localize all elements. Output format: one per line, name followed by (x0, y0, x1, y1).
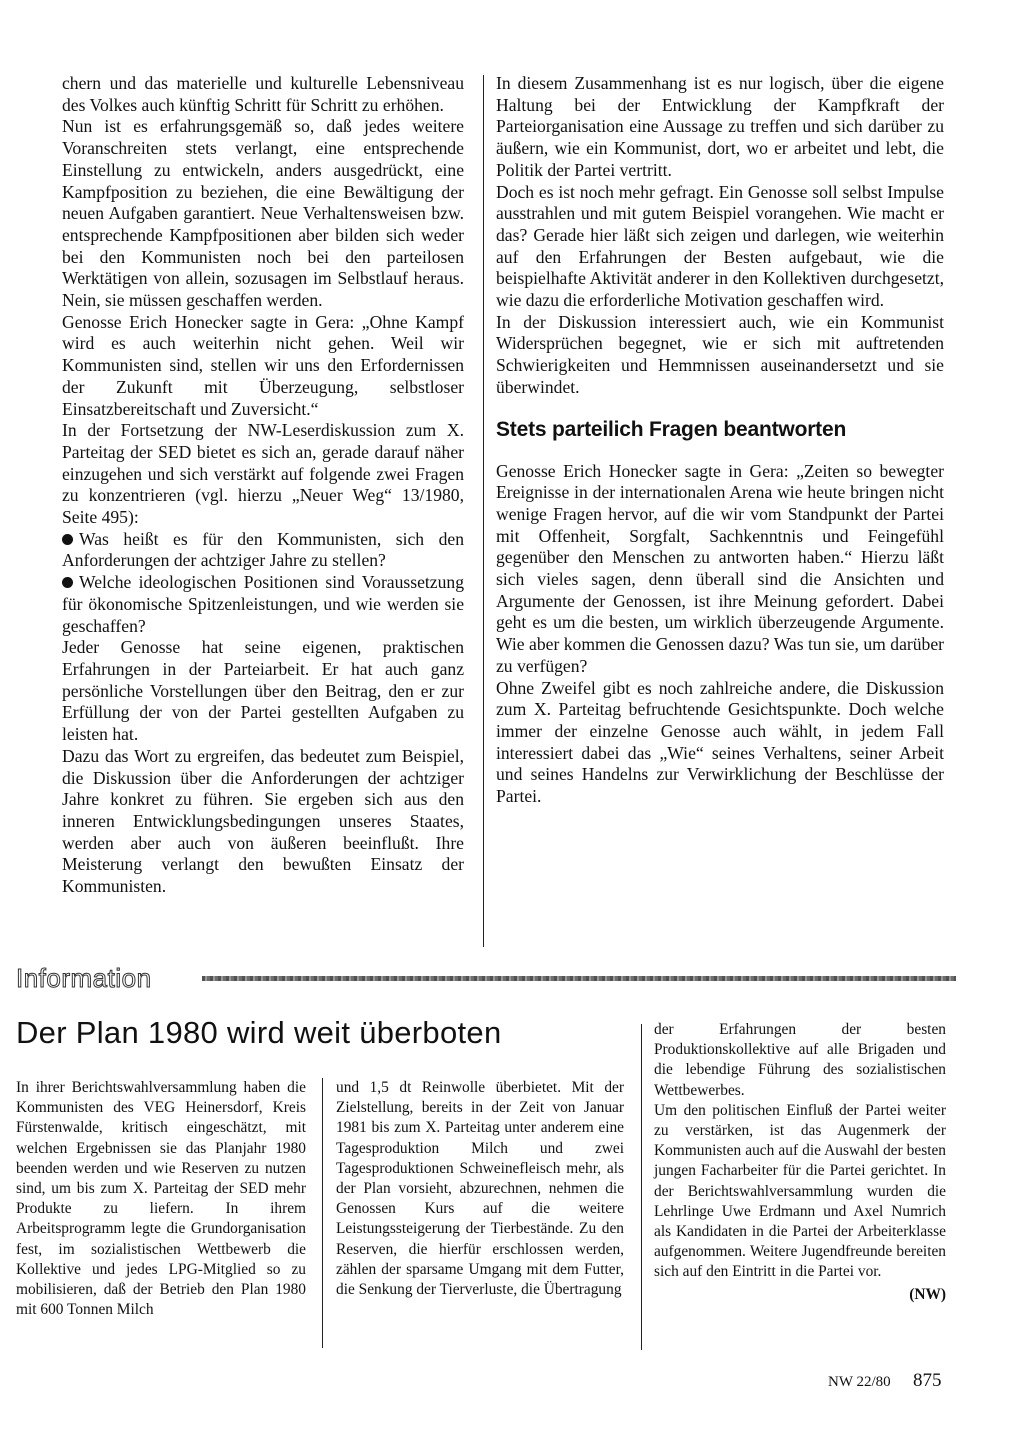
article-column-right (496, 73, 944, 808)
paragraph: Genosse Erich Honecker sagte in Gera: „Ohne Kampf wird es auch weiterhin nicht gehen. Weil wir Kommunisten sind, stellen wir uns den Erfordernissen der Zukunft mit Überzeugung, selbstloser Einsatzbereitschaft und Zuversicht.“ (62, 311, 464, 419)
paragraph: der Erfahrungen der besten Produktionskollektive auf alle Brigaden und die lebendige Führung des sozialistischen Wettbewerbes. (654, 1021, 946, 1099)
article-column-left (62, 73, 464, 898)
information-banner (16, 964, 956, 992)
paragraph: Doch es ist noch mehr gefragt. Ein Genosse soll selbst Impulse ausstrahlen und mit gutem Beispiel vorangehen. Wie macht er das? Gerade hier läßt sich zeigen und darlegen, wie weiterhin auf den Erfahrungen der Besten aufgebaut, wie die beispielhafte Aktivität anderer in den Kollektiven durchgesetzt, wie dazu die erforderliche Motivation geschaffen wird. (496, 181, 944, 311)
paragraph: Genosse Erich Honecker sagte in Gera: „Zeiten so bewegter Ereignisse in der internationalen Arena wie heute bringen nicht wenige Fragen hervor, auf die wir vom Standpunkt der Partei mit Offenheit, Sorgfalt, Sachkenntnis und Feingefühl gegenüber den Menschen zu antworten haben.“ Hierzu läßt sich vieles sagen, denn überall sind die Ansichten und Argumente der Genossen, ist ihre Meinung gefordert. Dabei geht es um die besten, um wirklich überzeugende Argumente. Wie aber kommen die Genossen dazu? Was tun sie, um darüber zu verfügen? (496, 460, 944, 676)
paragraph: Ohne Zweifel gibt es noch zahlreiche andere, die Diskussion zum X. Parteitag befruchtende Gesichtspunkte. Doch welche immer der einzelne Genosse auch wählt, in jedem Fall interessiert dabei das „Wie“ seines Verhaltens, seiner Arbeit und seines Handelns zur Verwirklichung der Beschlüsse der Partei. (496, 677, 944, 807)
paragraph: In der Diskussion interessiert auch, wie ein Kommunist Widersprüchen begegnet, wie er sich mit auftretenden Schwierigkeiten und Hemmnissen auseinandersetzt und sie überwindet. (496, 311, 944, 397)
paragraph: und 1,5 dt Reinwolle überbietet. Mit der Zielstellung, bereits in der Zeit von Januar 1981 bis zum X. Parteitag unter anderem eine Tagesproduktion Milch und zwei Tagesproduktionen Schweinefleisch mehr, als der Plan vorsieht, abzurechnen, nehmen die Genossen Kurs auf die weitere Leistungssteigerung der Tierbestände. Zu den Reserven, die hierfür erschlossen werden, zählen der sparsame Umgang mit dem Futter, die Senkung der Tierverluste, die Übertragung (336, 1079, 624, 1299)
paragraph: chern und das materielle und kulturelle Lebensniveau des Volkes auch künftig Schritt für Schritt zu erhöhen. (62, 73, 464, 115)
info-column-2 (336, 1078, 624, 1300)
paragraph: Um den politischen Einfluß der Partei weiter zu verstärken, ist das Augenmerk der Kommunisten auch auf die Auswahl der besten jungen Facharbeiter für die Partei gerichtet. In der Berichtswahlversammlung wurden die Lehrlinge Uwe Erdmann und Axel Numrich als Kandidaten in die Partei der Arbeiterklasse aufgenommen. Weitere Jugendfreunde bereiten sich auf den Eintritt in die Partei vor. (654, 1101, 946, 1281)
paragraph: In diesem Zusammenhang ist es nur logisch, über die eigene Haltung bei der Entwicklung der Kampfkraft der Parteiorganisation eine Aussage zu treffen und sich darüber zu äußern, wie ein Kommunist, dort, wo er arbeitet und lebt, die Politik der Partei vertritt. (496, 73, 944, 180)
bullet-item: Welche ideologischen Positionen sind Voraussetzung für ökonomische Spitzenleistungen, und wie werden sie geschaffen? (62, 572, 464, 636)
information-label: Information (16, 963, 152, 993)
issue-number: NW 22/80 (828, 1374, 891, 1390)
headline: Der Plan 1980 wird weit überboten (16, 1015, 502, 1050)
column-divider (483, 75, 484, 947)
info-column-3 (654, 1020, 946, 1305)
signature: (NW) (909, 1285, 946, 1303)
bullet-item: Was heißt es für den Kommunisten, sich den Anforderungen der achtziger Jahre zu stellen? (62, 528, 464, 571)
info-column-1 (16, 1078, 306, 1320)
bullet-icon (62, 577, 73, 588)
column-divider (641, 1024, 642, 1350)
paragraph: In ihrer Berichtswahlversammlung haben die Kommunisten des VEG Heinersdorf, Kreis Fürstenwalde, kritisch eingeschätzt, mit welchen Ergebnissen sie das Planjahr 1980 beenden werden und wie Reserven zu nutzen sind, um bis zum X. Parteitag der SED mehr Produkte zu liefern. In ihrem Arbeitsprogramm legte die Grundorganisation fest, im sozialistischen Wettbewerb die Kollektive und jedes LPG-Mitglied so zu mobilisieren, daß der Betrieb den Plan 1980 mit 600 Tonnen Milch (16, 1079, 306, 1319)
bullet-icon (62, 534, 73, 545)
section-subheading: Stets parteilich Fragen beantworten (496, 417, 847, 441)
column-divider (322, 1078, 323, 1348)
paragraph: In der Fortsetzung der NW-Leserdiskussion zum X. Parteitag der SED bietet es sich an, gerade darauf näher einzugehen und sich verstärkt auf folgende zwei Fragen zu konzentrieren (vgl. hierzu „Neuer Weg“ 13/1980, Seite 495): (62, 420, 464, 528)
paragraph: Jeder Genosse hat seine eigenen, praktischen Erfahrungen in der Parteiarbeit. Er hat auch ganz persönliche Vorstellungen über den Beitrag, den er zur Erfüllung der von der Partei gestellten Aufgaben zu leisten hat. (62, 637, 464, 745)
page-number: 875 (913, 1370, 942, 1391)
paragraph: Nun ist es erfahrungsgemäß so, daß jedes weitere Voranschreiten stets verlangt, eine entsprechende Einstellung zu entwickeln, anders ausgedrückt, eine Kampfposition zu beziehen, die eine Bewältigung der neuen Aufgaben garantiert. Neue Verhaltensweisen bzw. entsprechende Kampfpositionen aber bilden sich weder bei den Kommunisten noch bei den parteilosen Werktätigen von allein, sozusagen im Selbstlauf heraus. Nein, sie müssen geschaffen werden. (62, 116, 464, 311)
information-rule (202, 976, 956, 981)
paragraph: Dazu das Wort zu ergreifen, das bedeutet zum Beispiel, die Diskussion über die Anforderungen der achtziger Jahre konkret zu führen. Sie ergeben sich aus den inneren Entwicklungsbedingungen unseres Staates, werden aber auch von äußeren beeinflußt. Ihre Meisterung verlangt den bewußten Einsatz der Kommunisten. (62, 745, 464, 897)
